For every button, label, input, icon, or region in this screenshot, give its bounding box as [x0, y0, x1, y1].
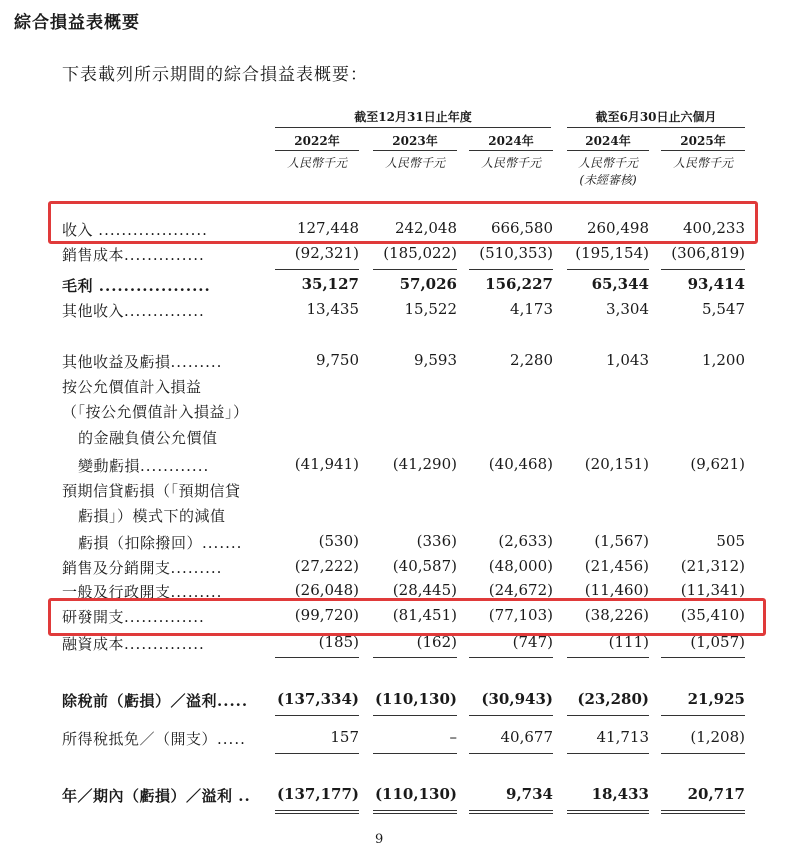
- column-year-rule: [275, 150, 359, 151]
- table-cell: 35,127: [301, 275, 359, 293]
- intro-text: 下表載列所示期間的綜合損益表概要：: [62, 65, 368, 85]
- column-group-interim: 截至6月30日止六個月: [595, 110, 717, 124]
- table-cell: (336): [416, 532, 457, 550]
- subtotal-rule: [567, 715, 649, 716]
- table-cell: (510,353): [479, 244, 553, 262]
- column-year-rule: [469, 150, 553, 151]
- table-cell: (2,633): [498, 532, 553, 550]
- table-cell: (1,057): [690, 633, 745, 651]
- column-year: 2024年: [585, 134, 631, 148]
- table-cell: 4,173: [510, 300, 553, 318]
- table-cell: –: [449, 728, 457, 746]
- subtotal-rule: [661, 753, 745, 754]
- row-label-loss-before-tax: 除稅前（虧損）／溢利.....: [62, 692, 249, 710]
- row-label-fvtpl-line3: 的金融負債公允價值: [78, 429, 218, 447]
- table-cell: (26,048): [294, 581, 359, 599]
- row-label-gross-profit: 毛利 ..................: [62, 277, 211, 295]
- table-cell: (21,312): [680, 557, 745, 575]
- table-cell: 260,498: [586, 219, 649, 237]
- column-year-rule: [567, 150, 649, 151]
- table-cell: (35,410): [680, 606, 745, 624]
- table-cell: (9,621): [690, 455, 745, 473]
- row-label-other-income: 其他收入..............: [62, 302, 205, 320]
- subtotal-rule: [373, 657, 457, 658]
- table-cell: (747): [512, 633, 553, 651]
- subtotal-rule: [469, 657, 553, 658]
- table-cell: 21,925: [687, 690, 745, 708]
- table-cell: (27,222): [294, 557, 359, 575]
- table-cell: (185): [318, 633, 359, 651]
- row-label-income-tax: 所得稅抵免／（開支）.....: [62, 730, 246, 748]
- table-cell: (23,280): [577, 690, 649, 708]
- row-label-rnd-expenses: 研發開支..............: [62, 608, 205, 626]
- table-cell: 3,304: [606, 300, 649, 318]
- row-label-finance-costs: 融資成本..............: [62, 635, 205, 653]
- table-cell: (1,208): [690, 728, 745, 746]
- table-cell: (24,672): [488, 581, 553, 599]
- subtotal-rule: [661, 715, 745, 716]
- subtotal-rule: [469, 753, 553, 754]
- row-label-loss-for-period: 年／期內（虧損）／溢利 ..: [62, 787, 251, 805]
- table-cell: (92,321): [294, 244, 359, 262]
- table-cell: (530): [318, 532, 359, 550]
- table-cell: (110,130): [374, 690, 457, 708]
- table-cell: 57,026: [399, 275, 457, 293]
- subtotal-rule: [469, 269, 553, 270]
- table-cell: 1,043: [606, 351, 649, 369]
- column-year: 2025年: [680, 134, 726, 148]
- table-cell: (41,941): [294, 455, 359, 473]
- table-cell: (48,000): [488, 557, 553, 575]
- table-cell: (77,103): [488, 606, 553, 624]
- table-cell: 505: [716, 532, 745, 550]
- subtotal-rule: [567, 269, 649, 270]
- column-unit: 人民幣千元: [384, 156, 445, 170]
- subtotal-rule: [275, 715, 359, 716]
- row-label-ecl-line1: 預期信貸虧損（「預期信貸: [62, 482, 241, 500]
- section-title: 綜合損益表概要: [14, 13, 140, 33]
- row-label-ecl-line3: 虧損（扣除撥回）.......: [78, 534, 243, 552]
- table-cell: (20,151): [584, 455, 649, 473]
- column-unit: 人民幣千元: [480, 156, 541, 170]
- table-cell: (11,460): [584, 581, 649, 599]
- table-cell: (195,154): [575, 244, 649, 262]
- table-cell: 9,734: [506, 785, 553, 803]
- table-cell: 666,580: [490, 219, 553, 237]
- total-double-rule: [373, 810, 457, 814]
- column-unit: 人民幣千元: [286, 156, 347, 170]
- table-cell: 127,448: [296, 219, 359, 237]
- table-cell: (137,177): [276, 785, 359, 803]
- column-year: 2023年: [392, 134, 438, 148]
- column-group-annual: 截至12月31日止年度: [354, 110, 472, 124]
- table-cell: (21,456): [584, 557, 649, 575]
- row-label-other-gains-losses: 其他收益及虧損.........: [62, 353, 223, 371]
- row-label-cost-of-sales: 銷售成本..............: [62, 246, 205, 264]
- table-cell: (185,022): [383, 244, 457, 262]
- table-cell: 13,435: [306, 300, 359, 318]
- total-double-rule: [275, 810, 359, 814]
- table-cell: (28,445): [392, 581, 457, 599]
- table-cell: (162): [416, 633, 457, 651]
- row-label-fvtpl-line4: 變動虧損............: [78, 457, 210, 475]
- table-cell: (137,334): [276, 690, 359, 708]
- subtotal-rule: [661, 657, 745, 658]
- subtotal-rule: [373, 269, 457, 270]
- table-cell: (99,720): [294, 606, 359, 624]
- column-note: (未經審核): [579, 173, 637, 187]
- column-group-annual-rule: [275, 127, 551, 128]
- subtotal-rule: [661, 269, 745, 270]
- subtotal-rule: [567, 657, 649, 658]
- column-year-rule: [661, 150, 745, 151]
- total-double-rule: [469, 810, 553, 814]
- column-group-interim-rule: [567, 127, 745, 128]
- table-cell: 18,433: [591, 785, 649, 803]
- table-cell: (38,226): [584, 606, 649, 624]
- table-cell: 5,547: [702, 300, 745, 318]
- table-cell: (40,587): [392, 557, 457, 575]
- row-label-fvtpl-line1: 按公允價值計入損益: [62, 378, 202, 396]
- table-cell: 41,713: [596, 728, 649, 746]
- table-cell: (40,468): [488, 455, 553, 473]
- table-cell: 93,414: [687, 275, 745, 293]
- table-cell: (41,290): [392, 455, 457, 473]
- table-cell: 156,227: [485, 275, 553, 293]
- subtotal-rule: [275, 269, 359, 270]
- table-cell: 157: [330, 728, 359, 746]
- subtotal-rule: [275, 753, 359, 754]
- page-number: 9: [375, 832, 384, 847]
- table-cell: 9,750: [316, 351, 359, 369]
- row-label-admin-expenses: 一般及行政開支.........: [62, 583, 223, 601]
- row-label-revenue: 收入 ...................: [62, 221, 208, 239]
- highlight-box-revenue: [48, 201, 758, 244]
- column-year: 2022年: [294, 134, 340, 148]
- table-cell: (111): [608, 633, 649, 651]
- table-cell: 2,280: [510, 351, 553, 369]
- table-cell: (81,451): [392, 606, 457, 624]
- total-double-rule: [661, 810, 745, 814]
- table-cell: (306,819): [671, 244, 745, 262]
- column-year-rule: [373, 150, 457, 151]
- table-cell: 15,522: [404, 300, 457, 318]
- subtotal-rule: [373, 715, 457, 716]
- column-year: 2024年: [488, 134, 534, 148]
- table-cell: (11,341): [680, 581, 745, 599]
- row-label-selling-expenses: 銷售及分銷開支.........: [62, 559, 223, 577]
- total-double-rule: [567, 810, 649, 814]
- table-cell: 9,593: [414, 351, 457, 369]
- row-label-fvtpl-line2: （「按公允價值計入損益」）: [62, 403, 249, 421]
- table-cell: (110,130): [374, 785, 457, 803]
- table-cell: 400,233: [682, 219, 745, 237]
- table-cell: (1,567): [594, 532, 649, 550]
- subtotal-rule: [275, 657, 359, 658]
- column-unit: 人民幣千元: [672, 156, 733, 170]
- subtotal-rule: [469, 715, 553, 716]
- table-cell: 20,717: [687, 785, 745, 803]
- row-label-ecl-line2: 虧損」）模式下的減值: [78, 507, 226, 525]
- subtotal-rule: [373, 753, 457, 754]
- subtotal-rule: [567, 753, 649, 754]
- table-cell: 1,200: [702, 351, 745, 369]
- table-cell: 242,048: [394, 219, 457, 237]
- table-cell: 65,344: [591, 275, 649, 293]
- column-unit: 人民幣千元: [577, 156, 638, 170]
- table-cell: (30,943): [481, 690, 553, 708]
- highlight-box-rnd: [48, 598, 766, 636]
- table-cell: 40,677: [500, 728, 553, 746]
